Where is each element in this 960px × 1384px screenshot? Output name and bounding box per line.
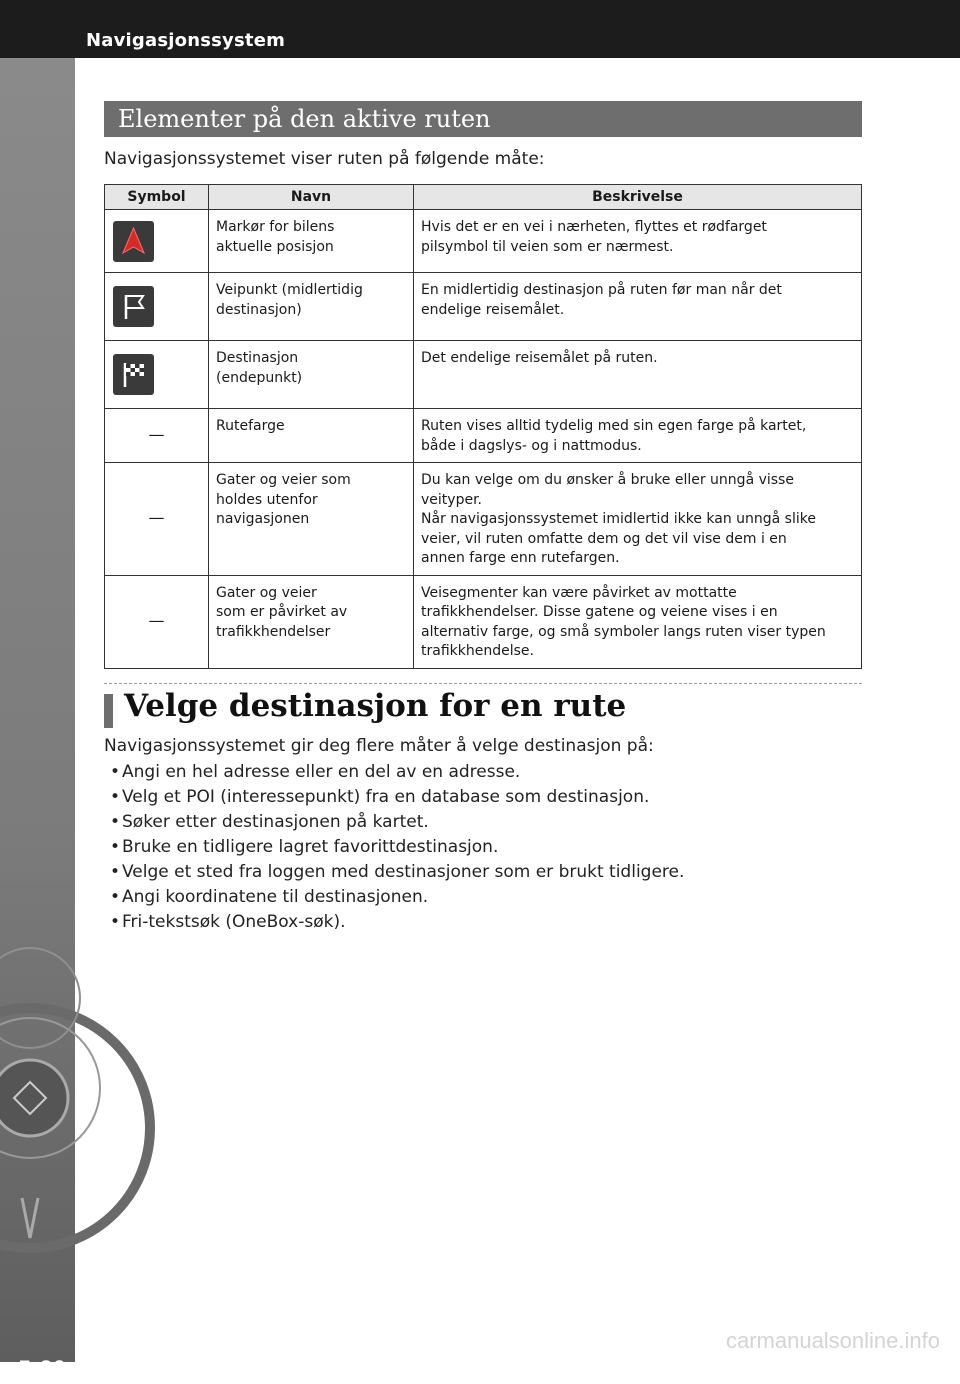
- list-item: • Velge et sted fra loggen med destinasjoner som er brukt tidligere.: [110, 860, 684, 885]
- destination-title: Velge destinasjon for en rute: [124, 688, 627, 724]
- description-cell: En midlertidig destinasjon på ruten før man når det endelige reisemålet.: [414, 273, 862, 341]
- bullet: •: [110, 887, 121, 907]
- dash-symbol: —: [148, 610, 165, 630]
- symbol-cell: [105, 210, 209, 273]
- page-number: 5-30: [18, 1356, 67, 1383]
- description-cell: Ruten vises alltid tydelig med sin egen farge på kartet, både i dagslys- og i nattmodus.: [414, 409, 862, 463]
- list-item: • Fri-tekstsøk (OneBox-søk).: [110, 910, 684, 935]
- name-cell: Veipunkt (midlertidig destinasjon): [209, 273, 414, 341]
- header-bar: [0, 0, 960, 58]
- table-row: [105, 341, 862, 409]
- table-row: [105, 409, 862, 463]
- destination-heading: [104, 683, 862, 728]
- section-intro: Navigasjonssystemet viser ruten på følgende måte:: [104, 149, 545, 169]
- header-symbol: Symbol: [105, 185, 209, 210]
- table-row: [105, 210, 862, 273]
- sidebar-decoration: [0, 58, 75, 1383]
- description-cell: Veisegmenter kan være påvirket av mottatte trafikkhendelser. Disse gatene og veiene vises i en alternativ farge, og små symboler langs ruten viser typen trafikkhendelse.: [414, 575, 862, 668]
- bullet: •: [110, 862, 121, 882]
- list-item: • Bruke en tidligere lagret favorittdestinasjon.: [110, 835, 684, 860]
- red-arrow-icon: [113, 221, 154, 262]
- destination-intro: Navigasjonssystemet gir deg flere måter å velge destinasjon på:: [104, 736, 654, 756]
- header-description: Beskrivelse: [414, 185, 862, 210]
- destination-methods-list: [110, 760, 684, 935]
- steering-wheel-illustration: [0, 58, 75, 1362]
- dash-symbol: —: [148, 424, 165, 444]
- heading-accent-bar: [104, 694, 113, 728]
- table-row: [105, 273, 862, 341]
- bullet: •: [110, 912, 121, 932]
- waypoint-flag-icon: [113, 286, 154, 327]
- bullet: •: [110, 812, 121, 832]
- symbol-cell: [105, 409, 209, 463]
- list-item: • Angi en hel adresse eller en del av en adresse.: [110, 760, 684, 785]
- list-item: • Angi koordinatene til destinasjonen.: [110, 885, 684, 910]
- name-cell: Gater og veier som er påvirket av trafikkhendelser: [209, 575, 414, 668]
- name-cell: Destinasjon (endepunkt): [209, 341, 414, 409]
- name-cell: Rutefarge: [209, 409, 414, 463]
- symbol-cell: [105, 575, 209, 668]
- watermark: carmanualsonline.info: [725, 1328, 940, 1353]
- section-title: Elementer på den aktive ruten: [118, 105, 491, 133]
- name-cell: Gater og veier som holdes utenfor navigasjonen: [209, 463, 414, 576]
- description-cell: Du kan velge om du ønsker å bruke eller unngå visse veityper. Når navigasjonssystemet imidlertid ikke kan unngå slike veier, vil ruten omfatte dem og det vil vise dem i en annen farge enn rutefargen.: [414, 463, 862, 576]
- bullet: •: [110, 837, 121, 857]
- bullet: •: [110, 787, 121, 807]
- symbol-cell: [105, 273, 209, 341]
- list-item: • Velg et POI (interessepunkt) fra en database som destinasjon.: [110, 785, 684, 810]
- section-heading-bar: [104, 101, 862, 137]
- table-row: [105, 575, 862, 668]
- bullet: •: [110, 762, 121, 782]
- description-cell: Hvis det er en vei i nærheten, flyttes et rødfarget pilsymbol til veien som er nærmest.: [414, 210, 862, 273]
- list-item: • Søker etter destinasjonen på kartet.: [110, 810, 684, 835]
- symbol-cell: [105, 463, 209, 576]
- name-cell: Markør for bilens aktuelle posisjon: [209, 210, 414, 273]
- checkered-flag-icon: [113, 354, 154, 395]
- table-header-row: [105, 185, 862, 210]
- table-row: [105, 463, 862, 576]
- header-title: Navigasjonssystem: [86, 30, 286, 51]
- description-cell: Det endelige reisemålet på ruten.: [414, 341, 862, 409]
- route-elements-table: [104, 184, 862, 669]
- dash-symbol: —: [148, 508, 165, 527]
- header-name: Navn: [209, 185, 414, 210]
- symbol-cell: [105, 341, 209, 409]
